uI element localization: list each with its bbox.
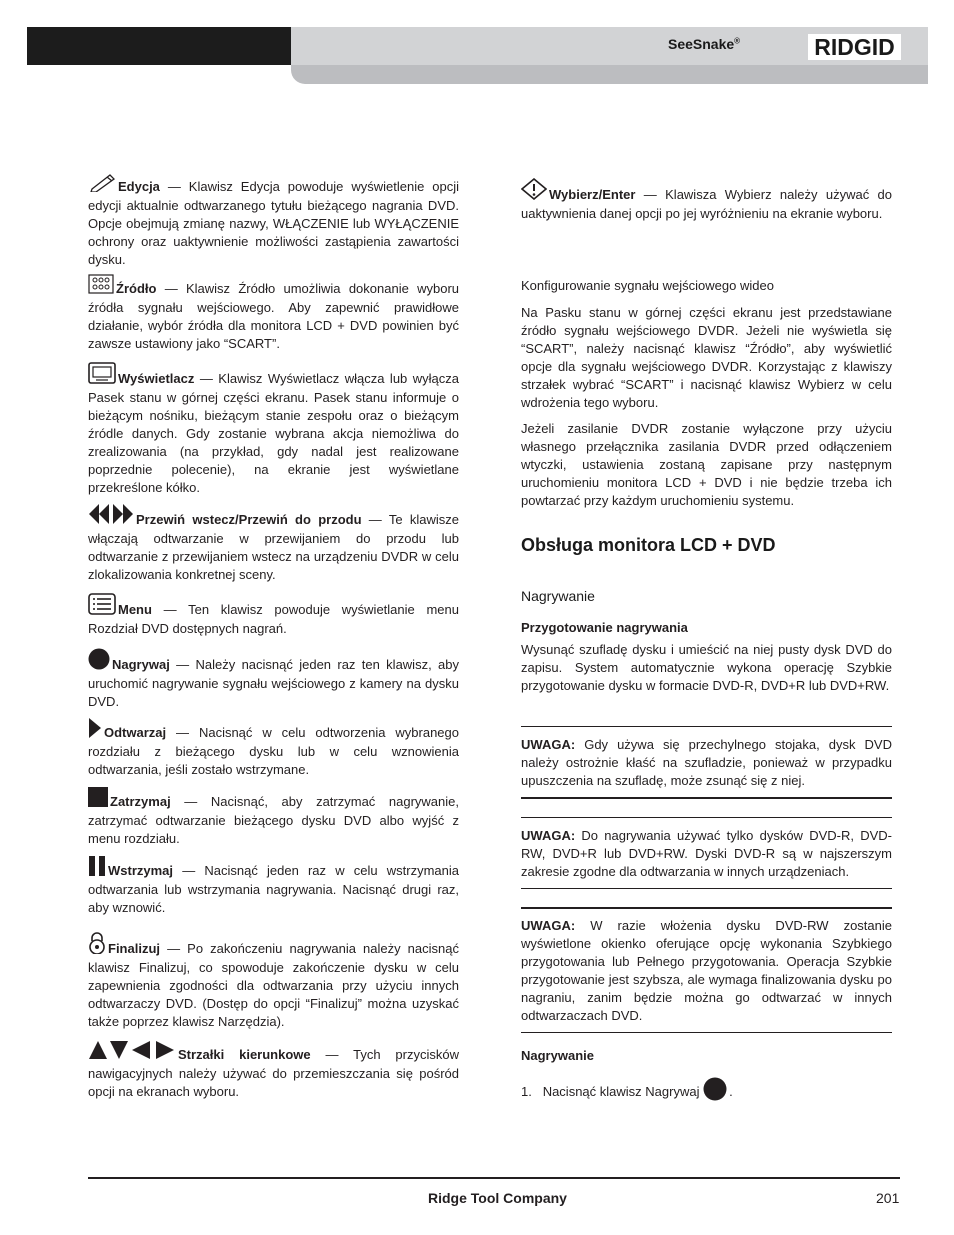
divider	[521, 726, 892, 727]
record-icon	[703, 1077, 727, 1102]
header-gray-tab	[291, 65, 928, 84]
recording-heading: Nagrywanie	[521, 1048, 594, 1063]
key-menu: Menu — Ten klawisz powoduje wyświetlanie menu Rozdział DVD dostępnych nagrań.	[88, 593, 459, 638]
source-icon	[88, 274, 114, 299]
pause-icon	[88, 856, 106, 881]
key-record: Nagrywaj — Należy nacisnąć jeden raz ten klawisz, aby uruchomić nagrywanie sygnału wejściowego z kamery na dysku DVD.	[88, 648, 459, 711]
monitor-icon	[88, 362, 116, 389]
menu-list-icon	[88, 593, 116, 620]
key-finalize: Finalizuj — Po zakończeniu nagrywania należy nacisnąć klawisz Finalizuj, co spowoduje zakończenie dysku w celu zapewnienia zgodności dla odtwarzania przy użyciu innych odtwarzaczy DVD. (Dostęp do opcji “Finalizuj” można uzyskać także poprzez klawisz Narzędzia).	[88, 932, 459, 1031]
key-edit: Edycja — Klawisz Edycja powoduje wyświetlenie opcji edycji aktualnie odtwarzanego tytułu bieżącego nagrania DVD. Opcje obejmują zmianę nazwy, WŁĄCZENIE lub WYŁĄCZENIE ochrony oraz uaktywnienie możliwości zastąpienia zawartości dysku.	[88, 172, 459, 269]
divider	[521, 888, 892, 889]
prep-text: Wysunąć szufladę dysku i umieścić na niej pusty dysk DVD do zapisu. System automatycznie wykona operację Szybkie przygotowanie dysku w formacie DVD-R, DVD+R lub DVD+RW.	[521, 642, 892, 693]
svg-text:RIDGID: RIDGID	[814, 34, 895, 60]
key-rewind-forward: Przewiń wstecz/Przewiń do przodu — Te klawisze włączają odtwarzanie w przewijaniem do przodu lub odtwarzanie z przewijaniem wstecz na urządzeniu DVDR w celu zlokalizowania konkretnej sceny.	[88, 503, 459, 584]
key-pause: Wstrzymaj — Nacisnąć jeden raz w celu wstrzymania odtwarzania lub wstrzymania nagrywania. Nacisnąć drugi raz, aby wznowić.	[88, 856, 459, 917]
config-paragraph-1: Na Pasku stanu w górnej części ekranu jest przedstawiane źródło sygnału wejściowego DVDR. Jeżeli nie wyświetla się “SCART”, należy nacisnąć klawisz “Źródło”, aby wyświetlić opcje dla sygnału wejściowego DVDR. Korzystając z klawiszy strzałek wybrać “SCART” i nacisnąć klawisz Wybierz w celu wdrożenia tego wyboru.	[521, 305, 892, 410]
key-display: Wyświetlacz — Klawisz Wyświetlacz włącza lub wyłącza Pasek stanu w górnej części ekranu. Pasek stanu informuje o bieżącym nośniku, bieżącym stanie zespołu oraz o bieżącym źródle danych. Gdy zostanie wybrana akcja niemożliwa do zrealizowania (na przykład, gdy nadal jest realizowane poprzednie polecenie), na ekranie jest wyświetlane przekreślone kółko.	[88, 362, 459, 497]
select-enter-icon	[521, 178, 547, 205]
pencil-icon	[88, 172, 116, 197]
ridgid-logo	[808, 34, 901, 60]
note-3: UWAGA: W razie włożenia dysku DVD-RW zostanie wyświetlone okienko oferujące opcję wykonania Szybkiego przygotowania lub Pełnego przygotowania. Operacja Szybkie przygotowanie jest szybsza, ale wymaga finalizowania dysku po nagraniu, zanim będzie można go odtwarzać w innych odtwarzaczach DVD.	[521, 918, 892, 1023]
header-black-bar	[27, 27, 292, 65]
rewind-forward-icon	[88, 503, 134, 530]
direction-arrows-icon	[88, 1040, 176, 1065]
key-stop: Zatrzymaj — Nacisnąć, aby zatrzymać nagrywanie, zatrzymać odtwarzanie bieżącego dysku DVD albo wyjść z menu rozdziału.	[88, 787, 459, 848]
note-1: UWAGA: Gdy używa się przechylnego stojaka, dysk DVD należy ostrożnie kłaść na szufladzie, ponieważ w przypadku upuszczenia na szufladę, może zsunąć się z niej.	[521, 737, 892, 788]
config-paragraph-2: Jeżeli zasilanie DVDR zostanie wyłączone przy użyciu własnego przełącznika zasilania DVDR przed odłączeniem wtyczki, ustawienia zostaną zapisane przy następnym uruchomieniu monitora LCD + DVD i nie będzie trzeba ich powtarzać przy każdym uruchomieniu systemu.	[521, 421, 892, 508]
footer-rule	[88, 1177, 900, 1179]
divider	[521, 817, 892, 818]
prep-heading: Przygotowanie nagrywania	[521, 620, 688, 635]
key-source: Źródło — Klawisz Źródło umożliwia dokonanie wyboru źródła sygnału wejściowego. Aby zapewnić prawidłowe działanie, wybór źródła dla monitora LCD + DVD powinien być zawsze ustawiony jako “SCART”.	[88, 274, 459, 353]
key-arrows: Strzałki kierunkowe — Tych przycisków nawigacyjnych należy używać do przemieszczania się pośród opcji na ekranach wyboru.	[88, 1040, 459, 1101]
section-title: Obsługa monitora LCD + DVD	[521, 535, 776, 555]
key-select-enter: Wybierz/Enter — Klawisza Wybierz należy używać do uaktywnienia danej opcji po jej wyróżnieniu na ekranie wyboru.	[521, 178, 892, 223]
key-play: Odtwarzaj — Nacisnąć w celu odtworzenia wybranego rozdziału z bieżącego dysku lub w celu wznowienia odtwarzania, jeśli zostało wstrzymane.	[88, 718, 459, 779]
lock-disc-icon	[88, 932, 106, 959]
step-1: 1. Nacisnąć klawisz Nagrywaj .	[521, 1077, 892, 1102]
divider	[521, 797, 892, 799]
note-2: UWAGA: Do nagrywania używać tylko dysków DVD-R, DVD-RW, DVD+R lub DVD+RW. Dyski DVD-R są w najszerszym zakresie zgodne dla odtwarzania w innych urządzeniach.	[521, 828, 892, 879]
subsection-recording: Nagrywanie	[521, 588, 595, 604]
product-name: SeeSnake®	[668, 36, 741, 52]
footer-company: Ridge Tool Company	[428, 1190, 567, 1206]
config-heading: Konfigurowanie sygnału wejściowego wideo	[521, 278, 774, 293]
stop-icon	[88, 787, 108, 812]
divider	[521, 1032, 892, 1033]
record-icon	[88, 648, 110, 675]
divider	[521, 907, 892, 909]
page-number: 201	[876, 1190, 900, 1206]
play-icon	[88, 718, 102, 743]
